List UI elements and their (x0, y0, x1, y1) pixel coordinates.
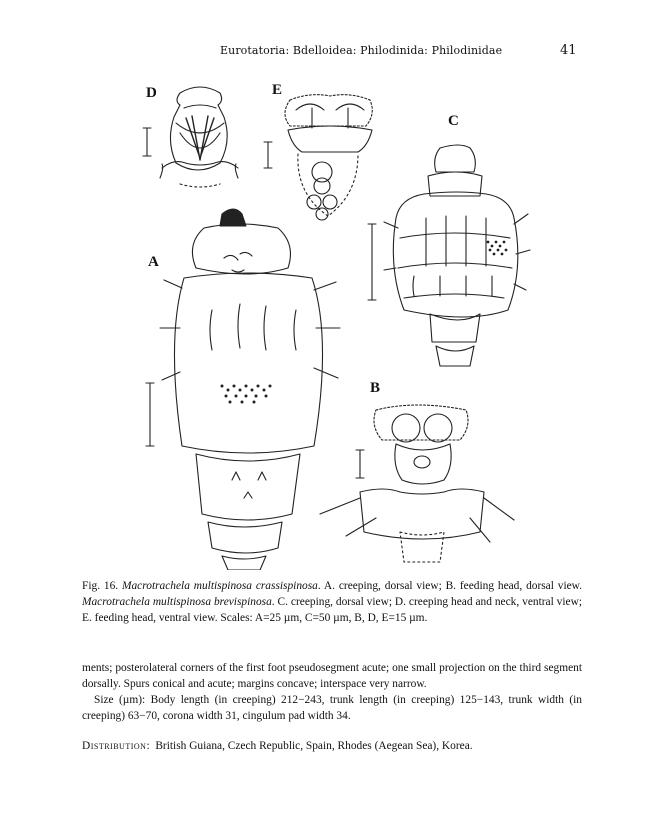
caption-text-1: . A. creeping, dorsal view; B. feeding head, dorsal view. (317, 580, 582, 592)
figure-16 (100, 78, 580, 570)
caption-fig-label: Fig. 16. (82, 580, 119, 592)
panel-c-drawing (368, 113, 530, 366)
panel-b-drawing (320, 380, 514, 562)
panel-e-drawing (264, 82, 372, 220)
body-paragraph-1: ments; posterolateral corners of the first foot pseudosegment acute; one small projection on the third segment dorsally. Spurs conical and acute; margins concave; interspace very narrow. (82, 662, 582, 690)
distribution-heading: Distribution (82, 740, 147, 752)
panel-d-drawing (143, 85, 238, 187)
page-header (0, 44, 652, 60)
caption-text-2: . C. creeping, dorsal view; D. creeping head and neck, ventral view; E. feeding head, ventral view. Scales: A=25 µm, C=50 µm, B, D, E=15 µm. (82, 596, 582, 624)
panel-label-d: D (146, 85, 157, 101)
caption-taxon-2: Macrotrachela multispinosa brevispinosa (82, 596, 272, 608)
running-head: Eurotatoria: Bdelloidea: Philodinida: Philodinidae (220, 44, 503, 57)
caption-taxon-1: Macrotrachela multispinosa crassispinosa (122, 580, 318, 592)
panel-label-e: E (272, 82, 283, 98)
figure-caption (82, 578, 582, 626)
distribution-section: Distribution: British Guiana, Czech Republic, Spain, Rhodes (Aegean Sea), Korea. (82, 740, 473, 752)
panel-label-a: A (148, 254, 159, 270)
body-text (82, 660, 582, 724)
panel-a-drawing (146, 209, 340, 570)
page-number: 41 (560, 43, 577, 58)
panel-label-c: C (448, 113, 459, 129)
figure-illustration (100, 78, 580, 570)
panel-label-b: B (370, 380, 381, 396)
body-paragraph-2: Size (µm): Body length (in creeping) 212−243, trunk length (in creeping) 125−143, trunk width (in creeping) 63−70, corona width 31, cingulum pad width 34. (82, 694, 582, 722)
distribution-text: British Guiana, Czech Republic, Spain, Rhodes (Aegean Sea), Korea. (155, 740, 473, 752)
